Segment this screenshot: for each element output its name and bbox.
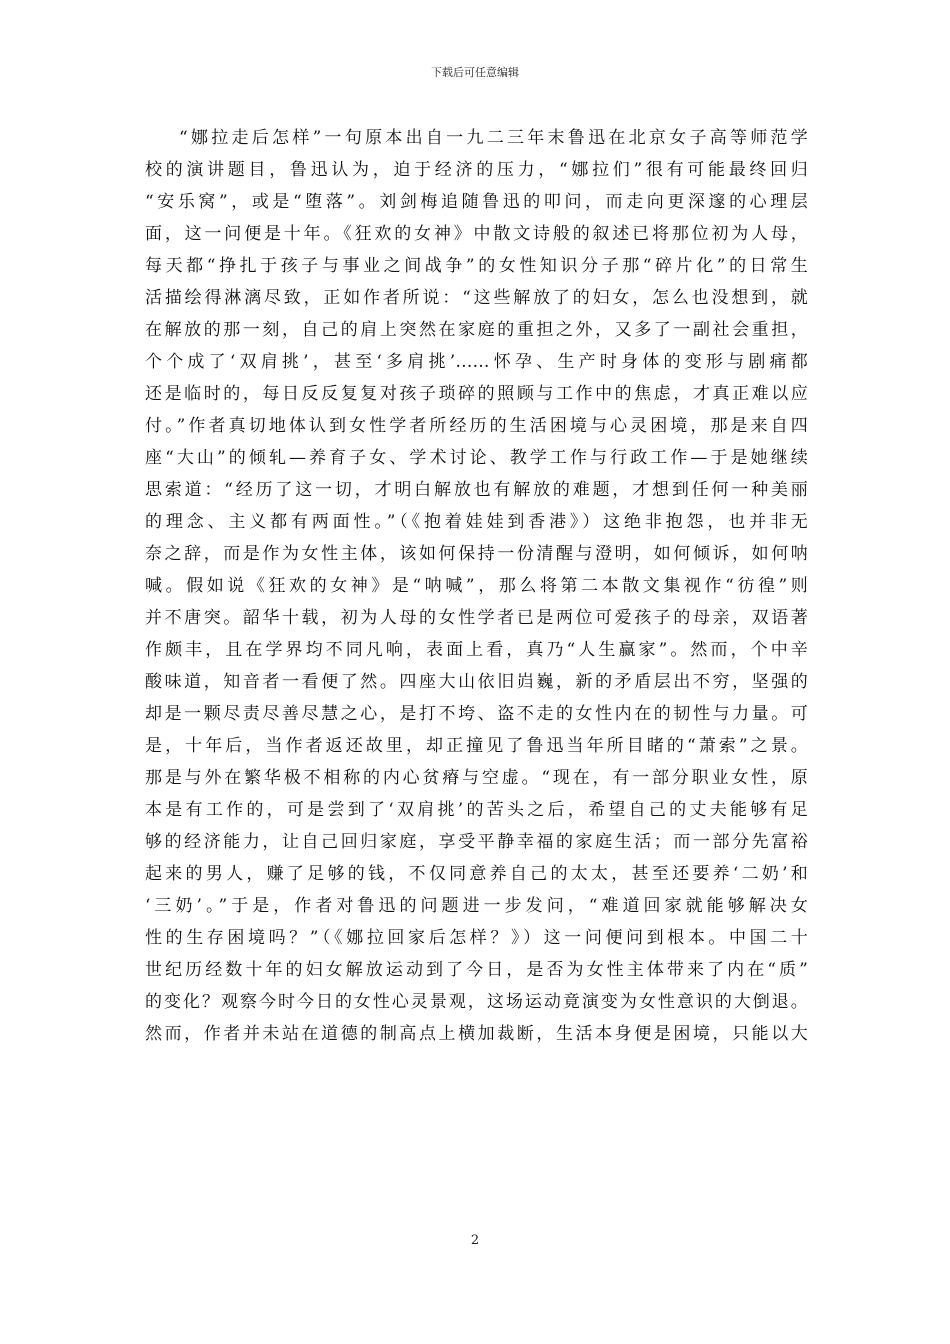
text-line: 面，这一问便是十年。《狂欢的女神》中散文诗般的叙述已将那位初为人母， — [145, 224, 808, 244]
text-line: 然而，作者并未站在道德的制高点上横加裁断，生活本身便是困境，只能以大 — [145, 1024, 808, 1044]
page-header: 下载后可任意编辑 — [431, 66, 519, 79]
text-line: 还是临时的，每日反反复复对孩子琐碎的照顾与工作中的焦虑，才真正难以应 — [145, 384, 808, 404]
text-line: 奈之辞，而是作为女性主体，该如何保持一份清醒与澄明，如何倾诉，如何呐 — [145, 544, 808, 564]
text-line: 座“大山”的倾轧—养育子女、学术讨论、教学工作与行政工作—于是她继续 — [145, 448, 808, 468]
text-line: “娜拉走后怎样”一句原本出自一九二三年末鲁迅在北京女子高等师范学 — [179, 128, 808, 148]
text-line: 的变化？观察今时今日的女性心灵景观，这场运动竟演变为女性意识的大倒退。 — [145, 992, 808, 1012]
text-line: 付。”作者真切地体认到女性学者所经历的生活困境与心灵困境，那是来自四 — [145, 416, 808, 436]
text-line: 是，十年后，当作者返还故里，却正撞见了鲁迅当年所目睹的“萧索”之景。 — [145, 736, 808, 756]
text-line: 性的生存困境吗？”（《娜拉回家后怎样？》）这一问便问到根本。中国二十 — [145, 928, 808, 948]
text-line: 那是与外在繁华极不相称的内心贫瘠与空虚。“现在，有一部分职业女性，原 — [145, 768, 808, 788]
text-line: 作颇丰，且在学界均不同凡响，表面上看，真乃“人生赢家”。然而，个中辛 — [145, 640, 808, 660]
text-line: 喊。假如说《狂欢的女神》是“呐喊”，那么将第二本散文集视作“彷徨”则 — [145, 576, 808, 596]
page-number: 2 — [470, 1233, 480, 1248]
text-line: 世纪历经数十年的妇女解放运动到了今日，是否为女性主体带来了内在“质” — [145, 960, 808, 980]
text-line: 本是有工作的，可是尝到了‘双肩挑’的苦头之后，希望自己的丈夫能够有足 — [145, 800, 808, 820]
text-line: 酸味道，知音者一看便了然。四座大山依旧岿巍，新的矛盾层出不穷，坚强的 — [145, 672, 808, 692]
text-line: ‘三奶’。”于是，作者对鲁迅的问题进一步发问，“难道回家就能够解决女 — [145, 896, 808, 916]
text-line: 并不唐突。韶华十载，初为人母的女性学者已是两位可爱孩子的母亲，双语著 — [145, 608, 808, 628]
text-line: 起来的男人，赚了足够的钱，不仅同意养自己的太太，甚至还要养‘二奶’和 — [145, 864, 808, 884]
text-line: 校的演讲题目，鲁迅认为，迫于经济的压力，“娜拉们”很有可能最终回归 — [145, 160, 808, 180]
text-line: 个个成了‘双肩挑’，甚至‘多肩挑’……怀孕、生产时身体的变形与剧痛都 — [145, 352, 808, 372]
body-paragraph — [145, 122, 808, 1050]
text-line: 思索道：“经历了这一切，才明白解放也有解放的难题，才想到任何一种美丽 — [145, 480, 808, 500]
text-line: “安乐窝”，或是“堕落”。刘剑梅追随鲁迅的叩问，而走向更深邃的心理层 — [145, 192, 808, 212]
text-line: 活描绘得淋漓尽致，正如作者所说：“这些解放了的妇女，怎么也没想到，就 — [145, 288, 808, 308]
text-line: 的理念、主义都有两面性。”（《抱着娃娃到香港》）这绝非抱怨，也并非无 — [145, 512, 808, 532]
text-line: 每天都“挣扎于孩子与事业之间战争”的女性知识分子那“碎片化”的日常生 — [145, 256, 808, 276]
text-line: 够的经济能力，让自己回归家庭，享受平静幸福的家庭生活；而一部分先富裕 — [145, 832, 808, 852]
text-line: 却是一颗尽责尽善尽慧之心，是打不垮、盗不走的女性内在的韧性与力量。可 — [145, 704, 808, 724]
text-line: 在解放的那一刻，自己的肩上突然在家庭的重担之外，又多了一副社会重担， — [145, 320, 808, 340]
